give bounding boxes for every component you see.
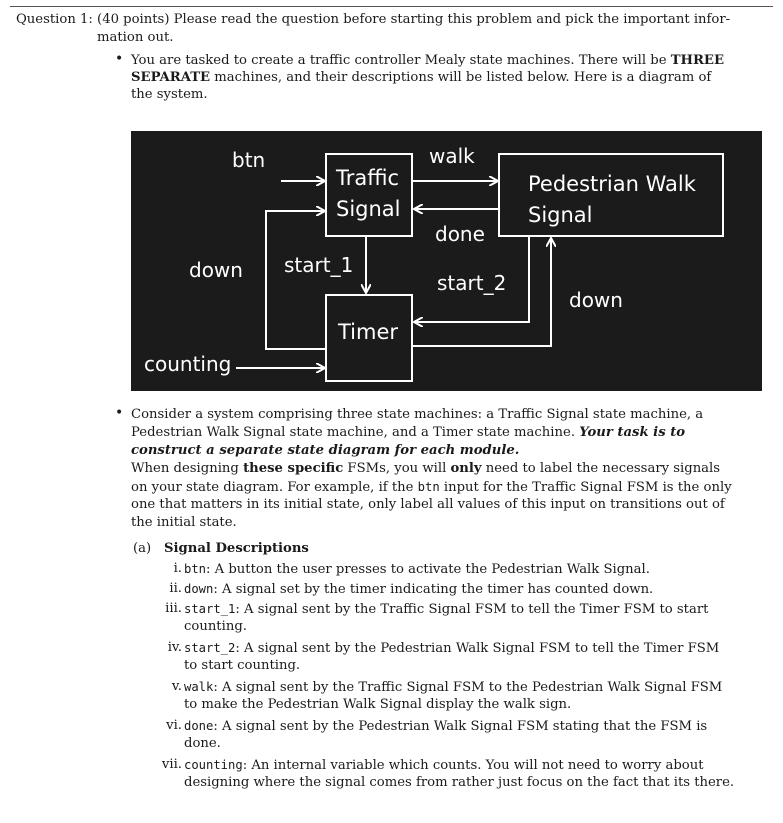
bullet1-emphasis-separate: SEPARATE — [131, 70, 211, 85]
emphasis-these-specific: these specific — [243, 461, 344, 476]
list-item-continuation: counting. — [184, 619, 247, 634]
label-down-left: down — [189, 258, 243, 282]
list-item-number: vii. — [161, 757, 182, 772]
list-item — [184, 639, 719, 658]
pedestrian-box-label-1: Pedestrian Walk — [528, 172, 696, 196]
down-left-arrow — [266, 211, 326, 349]
code-btn: btn — [417, 480, 440, 494]
section-a-marker: (a) — [133, 541, 152, 556]
label-start2: start_2 — [437, 271, 507, 295]
bullet2-line5-text-b: input for the Traffic Signal FSM is the only — [439, 480, 732, 495]
pedestrian-box-label-2: Signal — [528, 203, 593, 227]
traffic-box-label-2: Signal — [336, 197, 401, 221]
bullet1-line3: the system. — [131, 87, 208, 102]
signal-description: : An internal variable which counts. You will not need to worry about — [242, 758, 704, 773]
list-item-number: iv. — [167, 640, 182, 655]
signal-code: counting — [184, 758, 243, 772]
bullet2-line4 — [131, 460, 720, 478]
signal-code: btn — [184, 562, 207, 576]
top-rule — [10, 6, 773, 7]
signal-code: walk — [184, 680, 214, 694]
section-a-title: Signal Descriptions — [164, 541, 309, 556]
label-btn: btn — [232, 148, 266, 172]
task-emphasis-1: Your task is to — [579, 425, 686, 440]
list-item-continuation: to make the Pedestrian Walk Signal display the walk sign. — [184, 697, 572, 712]
signal-description: : A button the user presses to activate the Pedestrian Walk Signal. — [206, 562, 650, 577]
list-item-number: iii. — [165, 601, 182, 616]
bullet1-emphasis-three: THREE — [670, 53, 725, 68]
list-item — [184, 678, 722, 697]
system-diagram — [131, 131, 762, 391]
traffic-box-label-1: Traffic — [336, 166, 400, 190]
list-item-number: ii. — [169, 581, 182, 596]
signal-description: : A signal sent by the Traffic Signal FSM to the Pedestrian Walk Signal FSM — [213, 680, 723, 695]
list-item — [184, 756, 704, 775]
bullet1-line2-text: machines, and their descriptions will be listed below. Here is a diagram of — [210, 70, 712, 85]
list-item-continuation: to start counting. — [184, 658, 301, 673]
bullet2-line4-text-b: FSMs, you will — [343, 461, 451, 476]
bullet1-line2 — [131, 69, 711, 87]
bullet2-line4-text-c: need to label the necessary signals — [481, 461, 721, 476]
label-start1: start_1 — [284, 253, 354, 277]
label-counting: counting — [144, 352, 232, 376]
signal-description: : A signal sent by the Traffic Signal FSM to tell the Timer FSM to start — [235, 602, 709, 617]
list-item — [184, 717, 707, 736]
task-emphasis-2: construct a separate state diagram for each module. — [131, 443, 520, 458]
list-item-continuation: done. — [184, 736, 221, 751]
label-done: done — [435, 222, 485, 246]
signal-code: start_1 — [184, 602, 236, 616]
bullet2-line4-text-a: When designing — [131, 461, 244, 476]
bullet2-line5 — [131, 478, 732, 497]
emphasis-only: only — [450, 461, 482, 476]
bullet-dot: • — [115, 405, 124, 421]
bullet2-line7: the initial state. — [131, 515, 237, 530]
signal-description: : A signal sent by the Pedestrian Walk Signal FSM stating that the FSM is — [213, 719, 708, 734]
bullet2-line2-text: Pedestrian Walk Signal state machine, and a Timer state machine. — [131, 425, 580, 440]
signal-code: down — [184, 582, 214, 596]
signal-code: start_2 — [184, 641, 236, 655]
list-item — [184, 580, 653, 599]
bullet1-line1 — [131, 52, 724, 70]
bullet2-line6: one that matters in its initial state, only label all values of this input on transitions out of — [131, 497, 725, 512]
system-diagram-svg — [131, 131, 762, 391]
list-item — [184, 560, 650, 579]
bullet-dot: • — [115, 51, 124, 67]
label-down-right: down — [569, 288, 623, 312]
bullet2-line3 — [131, 442, 519, 460]
list-item-continuation: designing where the signal comes from rather just focus on the fact that its there. — [184, 775, 735, 790]
bullet2-line5-text-a: on your state diagram. For example, if the — [131, 480, 418, 495]
signal-code: done — [184, 719, 214, 733]
signal-description: : A signal sent by the Pedestrian Walk Signal FSM to tell the Timer FSM — [235, 641, 720, 656]
list-item — [184, 600, 708, 619]
label-walk: walk — [429, 144, 475, 168]
timer-box-label: Timer — [338, 320, 399, 344]
bullet2-line2 — [131, 424, 685, 442]
question-header-line1: Question 1: (40 points) Please read the question before starting this problem and pick the important infor- — [16, 12, 731, 27]
question-header-line2: mation out. — [97, 30, 174, 45]
list-item-number: v. — [171, 679, 182, 694]
list-item-number: i. — [173, 561, 182, 576]
bullet1-line1-text: You are tasked to create a traffic controller Mealy state machines. There will be — [131, 53, 671, 68]
bullet2-line1: Consider a system comprising three state machines: a Traffic Signal state machine, a — [131, 407, 704, 422]
list-item-number: vi. — [166, 718, 182, 733]
signal-description: : A signal set by the timer indicating the timer has counted down. — [213, 582, 654, 597]
